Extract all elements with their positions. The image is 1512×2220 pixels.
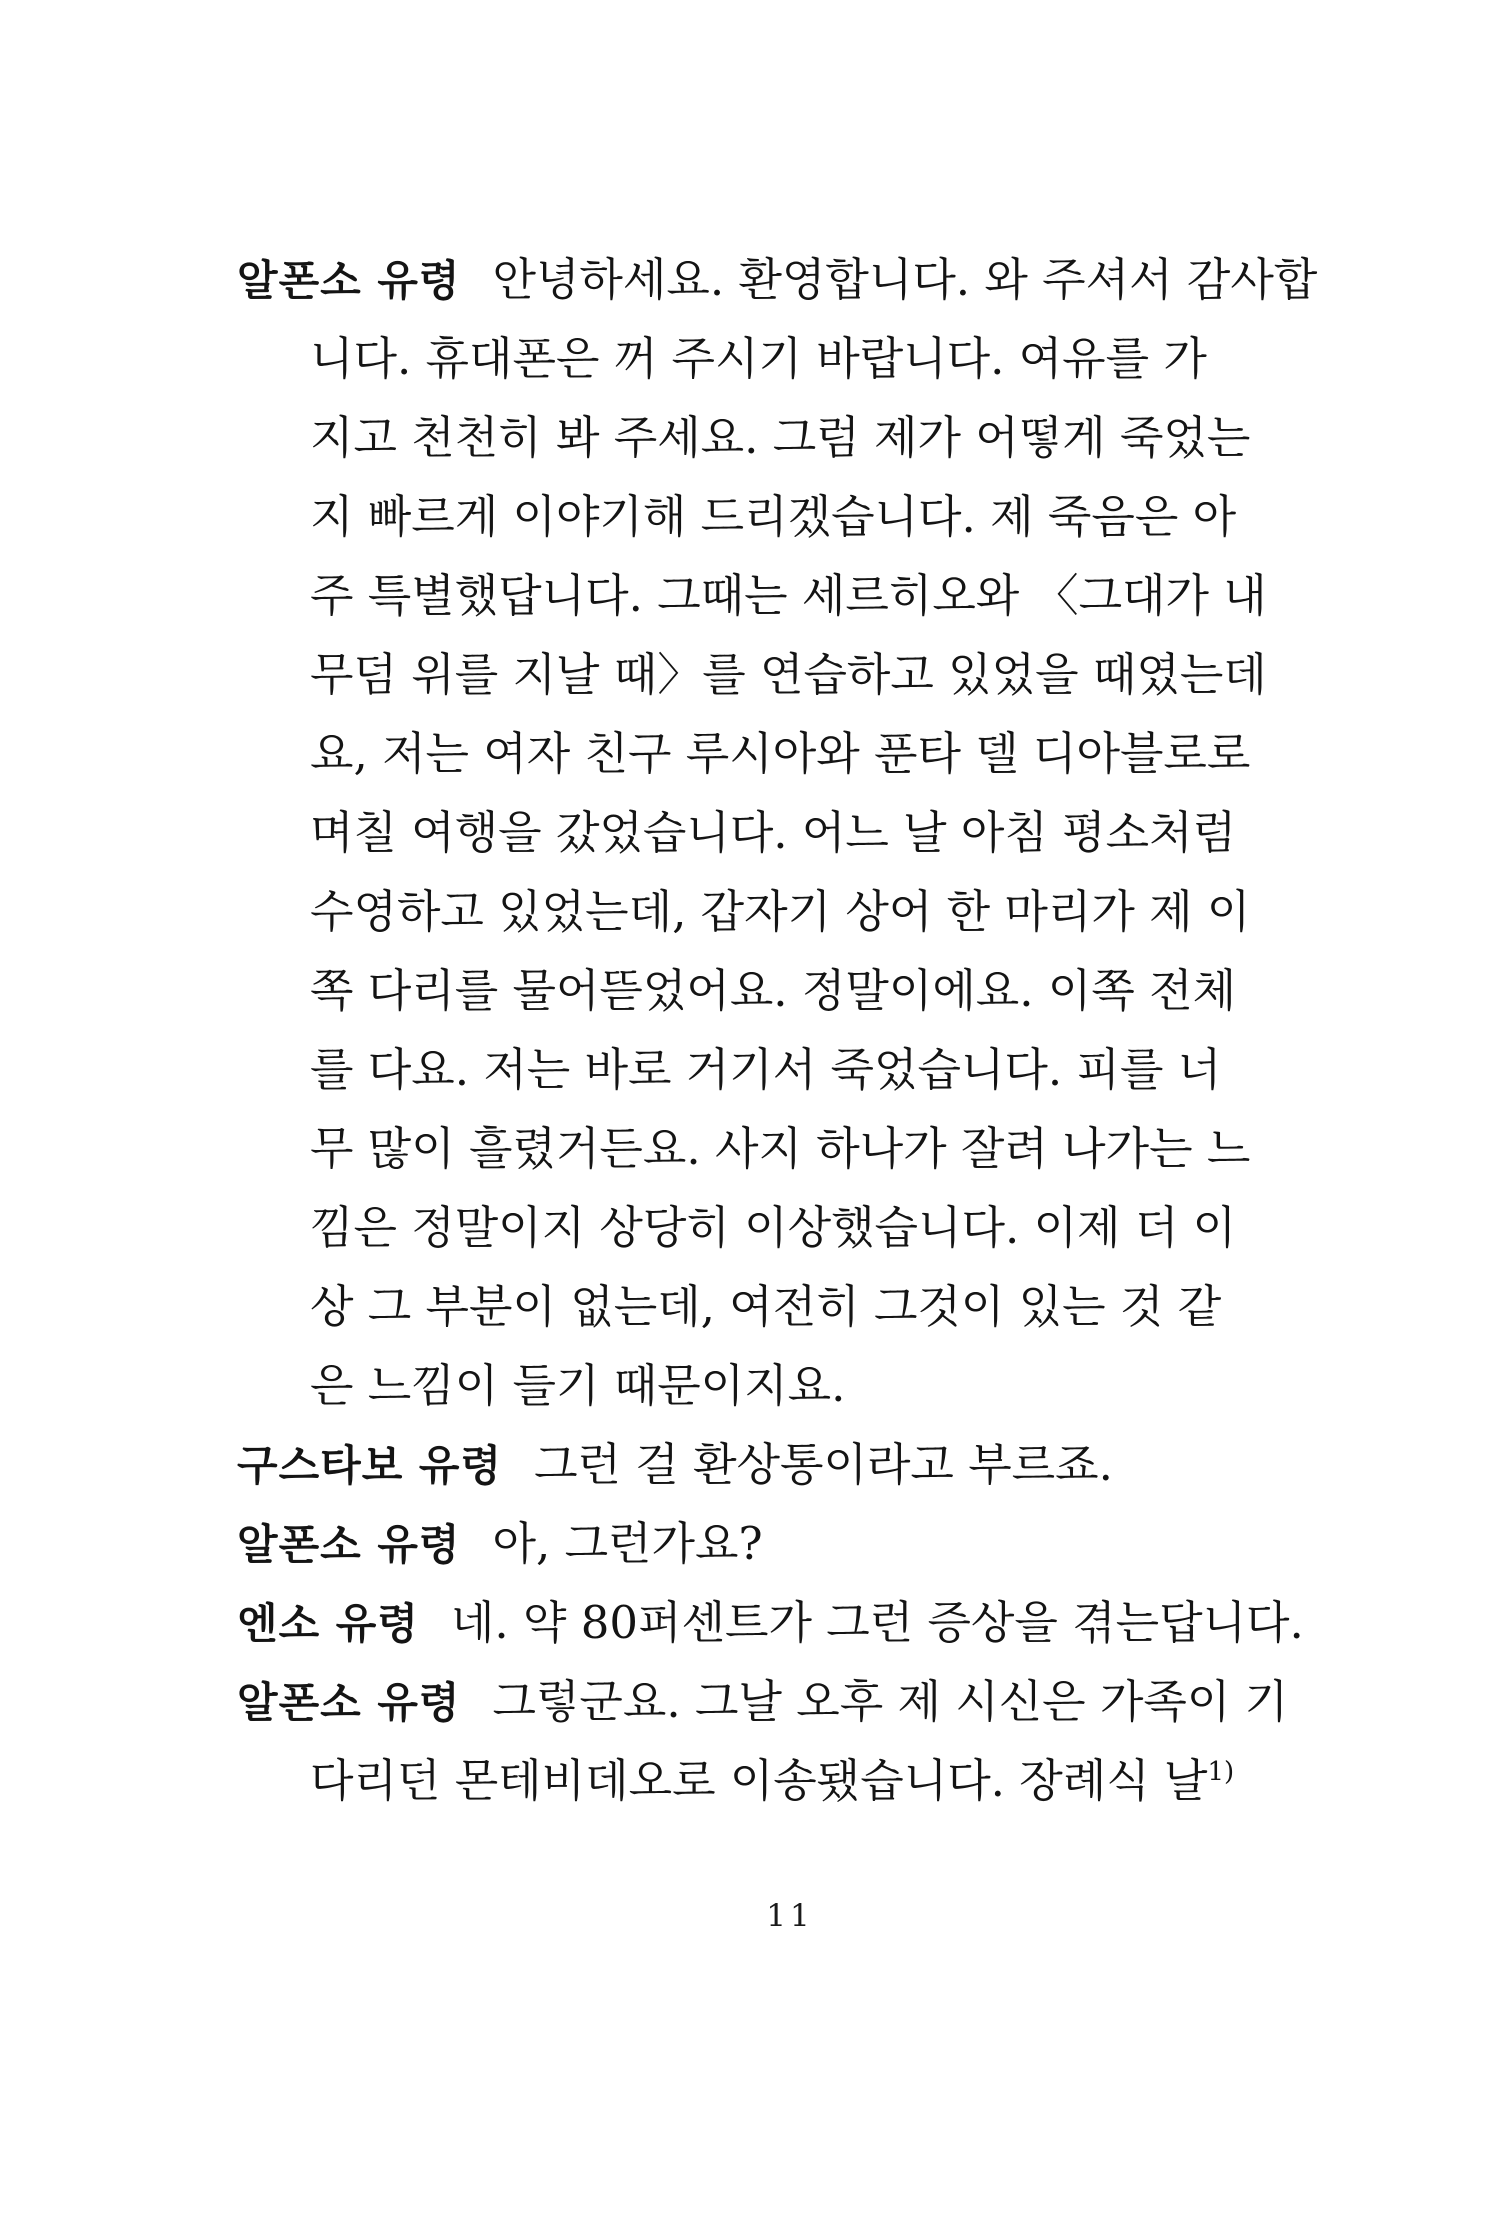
dialogue-line bbox=[237, 1662, 1317, 1741]
line-text: 상 그 부분이 없는데, 여전히 그것이 있는 것 같 bbox=[310, 1280, 1222, 1333]
dialogue-line bbox=[237, 398, 1317, 477]
dialogue-line bbox=[237, 556, 1317, 635]
line-text: 그런 걸 환상통이라고 부르죠. bbox=[534, 1438, 1113, 1491]
line-text: 무 많이 흘렸거든요. 사지 하나가 잘려 나가는 느 bbox=[310, 1122, 1251, 1175]
speaker-name: 알폰소 유령 bbox=[237, 1520, 461, 1569]
dialogue-line bbox=[237, 872, 1317, 951]
dialogue-line bbox=[237, 1267, 1317, 1346]
speaker-name: 알폰소 유령 bbox=[237, 1678, 461, 1727]
line-text: 그렇군요. 그날 오후 제 시신은 가족이 기 bbox=[492, 1675, 1289, 1728]
line-text: 낌은 정말이지 상당히 이상했습니다. 이제 더 이 bbox=[310, 1201, 1237, 1254]
page-number: 11 bbox=[766, 1898, 814, 1934]
dialogue bbox=[237, 240, 1317, 1820]
line-text: 며칠 여행을 갔었습니다. 어느 날 아침 평소처럼 bbox=[310, 806, 1237, 859]
line-text: 쪽 다리를 물어뜯었어요. 정말이에요. 이쪽 전체 bbox=[310, 964, 1237, 1017]
dialogue-line bbox=[237, 477, 1317, 556]
dialogue-line bbox=[237, 714, 1317, 793]
line-text: 아, 그런가요? bbox=[492, 1517, 763, 1570]
line-text: 요, 저는 여자 친구 루시아와 푼타 델 디아블로로 bbox=[310, 727, 1251, 780]
line-text: 니다. 휴대폰은 꺼 주시기 바랍니다. 여유를 가 bbox=[310, 332, 1207, 385]
line-text: 주 특별했답니다. 그때는 세르히오와 〈그대가 내 bbox=[310, 569, 1267, 622]
line-text: 를 다요. 저는 바로 거기서 죽었습니다. 피를 너 bbox=[310, 1043, 1222, 1096]
line-text: 은 느낌이 들기 때문이지요. bbox=[310, 1359, 846, 1412]
dialogue-line bbox=[237, 319, 1317, 398]
dialogue-line bbox=[237, 1109, 1317, 1188]
dialogue-line bbox=[237, 1188, 1317, 1267]
line-text: 다리던 몬테비데오로 이송됐습니다. 장례식 날 bbox=[310, 1754, 1208, 1807]
line-text: 무덤 위를 지날 때〉를 연습하고 있었을 때였는데 bbox=[310, 648, 1267, 701]
dialogue-line bbox=[237, 1346, 1317, 1425]
dialogue-line bbox=[237, 1504, 1317, 1583]
line-text: 안녕하세요. 환영합니다. 와 주셔서 감사합 bbox=[492, 253, 1318, 306]
speaker-name: 알폰소 유령 bbox=[237, 256, 461, 305]
dialogue-line bbox=[237, 1583, 1317, 1662]
dialogue-line bbox=[237, 1425, 1317, 1504]
dialogue-line bbox=[237, 240, 1317, 319]
line-text: 수영하고 있었는데, 갑자기 상어 한 마리가 제 이 bbox=[310, 885, 1251, 938]
dialogue-line bbox=[237, 951, 1317, 1030]
dialogue-line bbox=[237, 1741, 1317, 1820]
footnote-marker: 1) bbox=[1207, 1757, 1235, 1787]
speaker-name: 구스타보 유령 bbox=[237, 1441, 503, 1490]
line-text: 지고 천천히 봐 주세요. 그럼 제가 어떻게 죽었는 bbox=[310, 411, 1251, 464]
line-text: 지 빠르게 이야기해 드리겠습니다. 제 죽음은 아 bbox=[310, 490, 1237, 543]
dialogue-line bbox=[237, 1030, 1317, 1109]
line-text: 네. 약 80퍼센트가 그런 증상을 겪는답니다. bbox=[450, 1596, 1304, 1649]
dialogue-line bbox=[237, 635, 1317, 714]
dialogue-line bbox=[237, 793, 1317, 872]
speaker-name: 엔소 유령 bbox=[237, 1599, 419, 1648]
